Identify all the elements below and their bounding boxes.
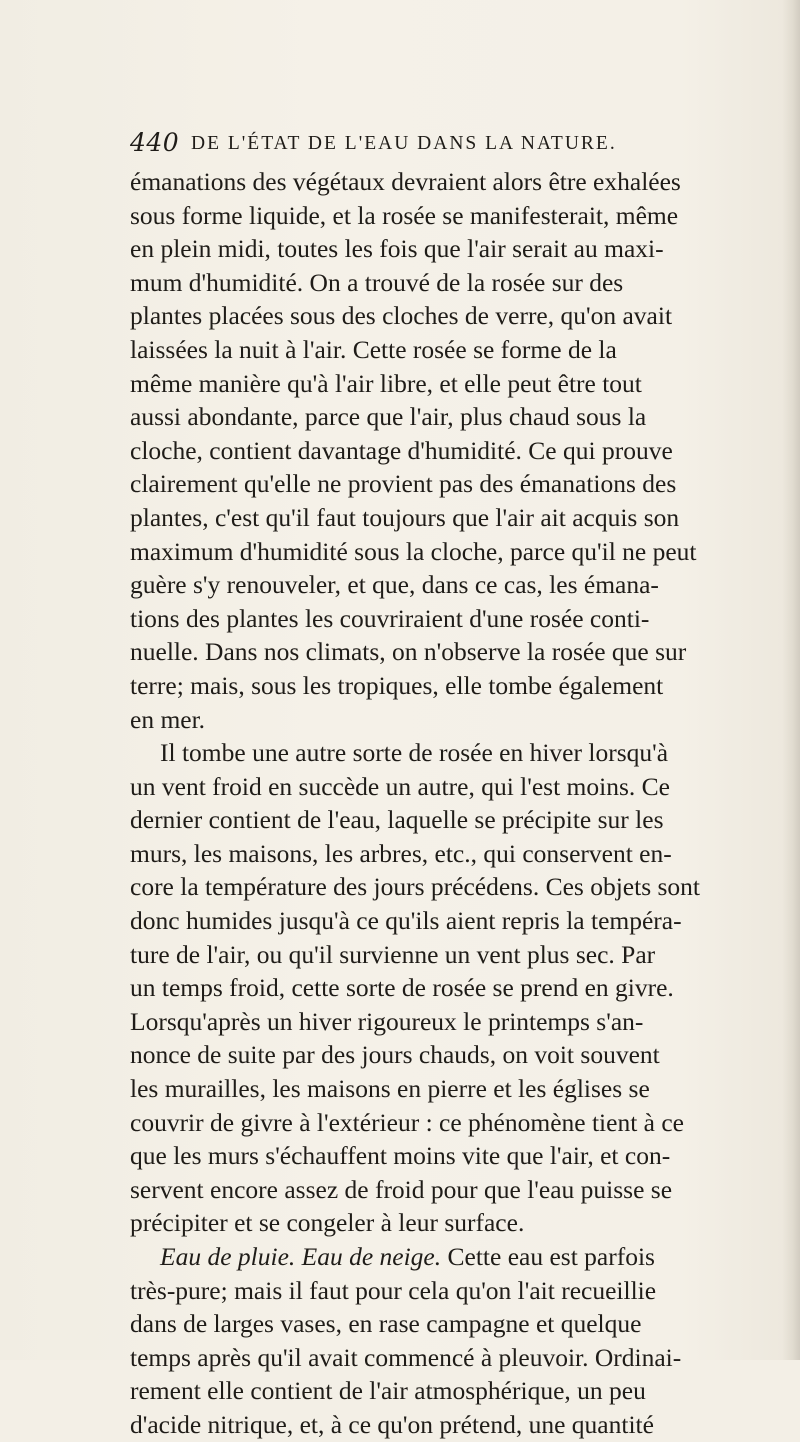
text-line: aussi abondante, parce que l'air, plus chaud sous la [130,402,647,432]
text-line: nonce de suite par des jours chauds, on voit souvent [130,1040,660,1070]
paragraph-start-line: Il tombe une autre sorte de rosée en hiver lorsqu'à [160,738,669,768]
text-line: core la température des jours précédens. Ces objets sont [130,872,701,902]
text-line: murs, les maisons, les arbres, etc., qui conservent en- [130,838,672,868]
text-line: rement elle contient de l'air atmosphérique, un peu [130,1376,646,1406]
section-heading: Eau de pluie. Eau de neige. [160,1242,442,1271]
text-line: émanations des végétaux devraient alors être exhalées [130,167,681,196]
section-start-line [130,1240,790,1274]
text-line: Lorsqu'après un hiver rigoureux le printemps s'an- [130,1006,644,1036]
text-line: les murailles, les maisons en pierre et les églises se [130,1074,650,1104]
text-line: tions des plantes les couvriraient d'une rosée conti- [130,603,650,633]
text-line: mum d'humidité. On a trouvé de la rosée sur des [130,267,624,297]
text-line: dernier contient de l'eau, laquelle se précipite sur les [130,805,664,835]
text-line: d'acide nitrique, et, à ce qu'on prétend, une quantité [130,1409,654,1439]
text-line: dans de larges vases, en rase campagne et quelque [130,1309,642,1339]
text-line: temps après qu'il avait commencé à pleuvoir. Ordinai- [130,1342,682,1372]
text-line: guère s'y renouveler, et que, dans ce cas, les émana- [130,570,659,600]
text-line: servent encore assez de froid pour que l'eau puisse se [130,1174,673,1204]
text-line: maximum d'humidité sous la cloche, parce qu'il ne peut [130,536,697,566]
text-line: plantes, c'est qu'il faut toujours que l'air ait acquis son [130,502,680,532]
text-line: clairement qu'elle ne provient pas des émanations des [130,469,677,499]
text-line: en plein midi, toutes les fois que l'air serait au maxi- [130,234,664,264]
text-line: ture de l'air, ou qu'il survienne un vent plus sec. Par [130,939,656,969]
text-line: nuelle. Dans nos climats, on n'observe la rosée que sur [130,637,687,667]
text-line: même manière qu'à l'air libre, et elle peut être tout [130,368,642,398]
body-text [130,165,790,1442]
text-line: un vent froid en succède un autre, qui l'est moins. Ce [130,771,670,801]
page-number: 440 [130,128,180,157]
text-line: en mer. [130,704,206,734]
text-line: précipiter et se congeler à leur surface. [130,1208,525,1238]
text-line: sous forme liquide, et la rosée se manifesterait, même [130,200,679,230]
text-line: un temps froid, cette sorte de rosée se prend en givre. [130,973,674,1003]
running-title: DE L'ÉTAT DE L'EAU DANS LA NATURE. [191,133,617,154]
text-line: que les murs s'échauffent moins vite que l'air, et con- [130,1141,671,1171]
section-heading-continuation: Cette eau est parfois [441,1242,655,1271]
text-line: très-pure; mais il faut pour cela qu'on l'ait recueillie [130,1275,657,1305]
page-header [130,128,690,164]
text-line: terre; mais, sous les tropiques, elle tombe également [130,670,664,700]
text-line: donc humides jusqu'à ce qu'ils aient repris la tempéra- [130,906,682,936]
text-line: cloche, contient davantage d'humidité. Ce qui prouve [130,435,673,465]
text-line: plantes placées sous des cloches de verre, qu'on avait [130,301,673,331]
text-line: laissées la nuit à l'air. Cette rosée se forme de la [130,334,617,364]
text-line: couvrir de givre à l'extérieur : ce phénomène tient à ce [130,1107,684,1137]
